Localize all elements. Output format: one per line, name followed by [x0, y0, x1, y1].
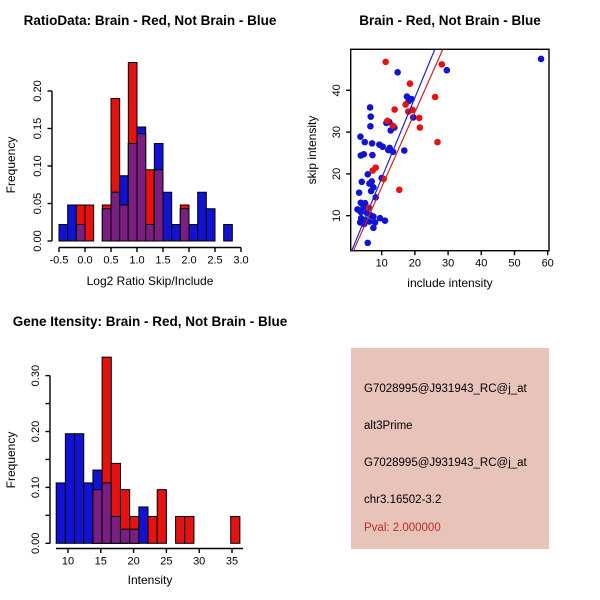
svg-text:0.20: 0.20 — [32, 80, 44, 102]
svg-text:10: 10 — [375, 257, 388, 270]
svg-text:40: 40 — [475, 257, 488, 270]
brain-fit — [353, 49, 442, 250]
svg-text:35: 35 — [225, 555, 239, 568]
points-not-brain — [354, 56, 544, 247]
svg-text:0.20: 0.20 — [30, 420, 42, 443]
intensity-scatter-chart — [300, 0, 600, 300]
panel-info — [300, 300, 600, 600]
x-axis — [59, 248, 241, 253]
svg-text:10: 10 — [331, 209, 344, 222]
chromosome-location-line: chr3.16502-3.2 — [364, 494, 442, 506]
svg-text:Gene Itensity: Brain - Red, No: Gene Itensity: Brain - Red, Not Brain - Blue — [12, 314, 288, 329]
probe-id-line-2: G7028995@J931943_RC@j_at — [364, 457, 527, 469]
svg-text:60: 60 — [541, 257, 554, 270]
svg-text:Brain - Red, Not Brain - Blue: Brain - Red, Not Brain - Blue — [359, 13, 541, 28]
svg-text:Frequency: Frequency — [4, 136, 18, 194]
svg-text:0.00: 0.00 — [32, 230, 44, 252]
probe-id-line: G7028995@J931943_RC@j_at — [364, 383, 527, 395]
svg-text:30: 30 — [441, 257, 455, 270]
svg-text:40: 40 — [331, 84, 344, 97]
svg-text:10: 10 — [61, 555, 75, 568]
histogram-bars — [59, 63, 232, 242]
svg-text:Intensity: Intensity — [127, 573, 173, 587]
svg-text:15: 15 — [94, 555, 107, 568]
histogram-bars — [56, 357, 240, 543]
svg-text:3.0: 3.0 — [233, 254, 249, 267]
svg-text:2.0: 2.0 — [181, 254, 197, 267]
svg-text:0.15: 0.15 — [32, 117, 44, 140]
svg-text:1.5: 1.5 — [155, 254, 171, 267]
svg-text:include intensity: include intensity — [407, 276, 493, 290]
panel-intensity-scatter — [300, 0, 600, 300]
svg-text:0.10: 0.10 — [32, 155, 44, 177]
svg-text:20: 20 — [331, 167, 344, 181]
pval-line: Pval: 2.000000 — [364, 522, 441, 534]
svg-text:skip intensity: skip intensity — [305, 115, 319, 185]
svg-text:50: 50 — [508, 257, 521, 270]
info-card — [351, 348, 549, 549]
svg-text:-0.5: -0.5 — [49, 254, 69, 267]
svg-text:1.0: 1.0 — [129, 254, 145, 267]
y-axis — [46, 376, 51, 544]
not-brain-fit — [352, 49, 435, 250]
splice-type-line: alt3Prime — [364, 420, 413, 432]
svg-text:RatioData: Brain - Red, Not Br: RatioData: Brain - Red, Not Brain - Blue — [23, 13, 277, 28]
gene-intensity-histogram-chart — [0, 300, 300, 600]
svg-text:2.5: 2.5 — [207, 254, 223, 267]
svg-text:0.30: 0.30 — [30, 364, 42, 387]
panel-gene-intensity-histogram — [0, 300, 300, 600]
svg-text:20: 20 — [127, 555, 140, 568]
svg-text:Log2 Ratio Skip/Include: Log2 Ratio Skip/Include — [86, 274, 214, 288]
y-axis — [48, 91, 53, 241]
svg-text:0.10: 0.10 — [30, 476, 42, 499]
ratio-histogram-chart — [0, 0, 300, 300]
svg-text:25: 25 — [160, 555, 173, 568]
svg-text:0.05: 0.05 — [32, 192, 44, 215]
svg-text:30: 30 — [331, 125, 344, 139]
svg-text:20: 20 — [408, 257, 422, 270]
svg-text:0.00: 0.00 — [30, 532, 42, 555]
svg-text:0.0: 0.0 — [77, 254, 93, 267]
svg-text:Frequency: Frequency — [4, 431, 18, 489]
x-axis — [56, 549, 243, 554]
svg-text:30: 30 — [193, 555, 206, 568]
svg-text:0.5: 0.5 — [103, 254, 119, 267]
panel-ratio-histogram — [0, 0, 300, 300]
